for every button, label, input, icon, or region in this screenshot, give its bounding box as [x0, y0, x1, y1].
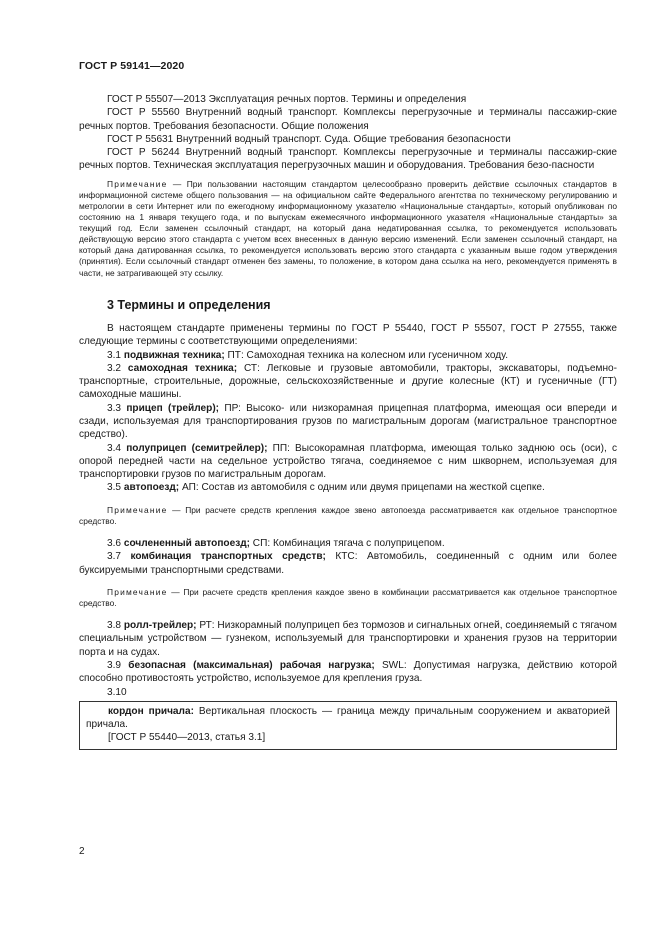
note-main — [79, 179, 617, 279]
page-number: 2 — [79, 846, 85, 857]
term-item — [86, 705, 610, 732]
term-definition: СТ: Легковые и грузовые автомобили, тракторы, экскаваторы, подъемно-транспортные, строительные, дорожные, сельскохозяйственные и другие колесные (КТ) и гусеничные (ГТ) самоходные машины. — [79, 362, 618, 401]
term-name: прицеп (трейлер); — [126, 402, 220, 414]
term-definition: Вертикальная плоскость — граница между причальным сооружением и акваторией причала. — [86, 705, 610, 731]
term-item: 3.9 безопасная (максимальная) рабочая нагрузка; SWL: Допустимая нагрузка, действию которой способно противостоять устройство, используемое для крепления груза. — [79, 659, 618, 685]
term-name: кордон причала: — [108, 705, 194, 717]
term-name: сочлененный автопоезд; — [123, 537, 250, 549]
term-item: 3.2 самоходная техника; СТ: Легковые и грузовые автомобили, тракторы, экскаваторы, подъемно-транспортные, строительные, дорожные, сельскохозяйственные и другие колесные (КТ) и гусеничные (ГТ) самоходные машины. — [79, 362, 618, 401]
term-definition: SWL: Допустимая нагрузка, действию которой способно противостоять устройство, используемое для крепления груза. — [79, 659, 618, 685]
term-name: автопоезд; — [123, 482, 180, 494]
term-item: 3.5 автопоезд; АП: Состав из автомобиля с одним или двумя прицепами на жесткой сцепке. — [107, 482, 545, 494]
page-content — [79, 93, 617, 750]
term-source: [ГОСТ Р 55440—2013, статья 3.1] — [108, 732, 266, 744]
section-title: 3 Термины и определения — [107, 297, 271, 312]
note-label: Примечание — [107, 178, 168, 189]
term-definition: ПР: Высоко- или низкорамная прицепная платформа, имеющая оси впереди и сзади, используемая для транспортирования грузов по магистральным дорогам (магистральное транспортное средство). — [79, 402, 617, 441]
term-definition: ПТ: Самоходная техника на колесном или гусеничном ходу. — [224, 349, 508, 361]
term-item: 3.4 полуприцеп (семитрейлер); ПП: Высокорамная платформа, имеющая только заднюю ось (оси), с опорой передней части на седельное устройство тягача, соединяемое с ним шкворнем, используемая для транспортировки грузов по магистральным дорогам. — [79, 442, 617, 481]
document-code: ГОСТ Р 59141—2020 — [79, 60, 185, 72]
reference-item: ГОСТ Р 55560 Внутренний водный транспорт. Комплексы перегрузочные и терминалы пассажир-ские речных портов. Требования безопасности. Общие положения — [79, 107, 617, 132]
term-name: безопасная (максимальная) рабочая нагрузка; — [128, 659, 375, 671]
note-text: — При расчете средств крепления каждое звено автопоезда рассматривается как отдельное транспортное средство. — [79, 504, 617, 526]
note-label: Примечание — [107, 586, 168, 597]
note-text: — При расчете средств крепления каждое звено в комбинации рассматривается как отдельное транспортное средство. — [79, 586, 617, 608]
note-text: — При пользовании настоящим стандартом целесообразно проверить действие ссылочных стандартов в информационной системе общего пользования — на официальном сайте Федерального агентства по техническому регулированию и метрологии в сети Интернет или по ежегодному информационному указателю «Национальные стандарты», который опубликован по состоянию на 1 января текущего года, и по выпускам ежемесячного информационного указателя «Национальные стандарты» за текущий год. Если заменен ссылочный стандарт, на который дана недатированная ссылка, то рекомендуется использовать действующую версию этого стандарта с учетом всех внесенных в данную версию изменений. Если заменен ссылочный стандарт, на который дана датированная ссылка, то рекомендуется использовать версию этого стандарта с указанным выше годом утверждения (принятия). Если ссылочный стандарт отменен без замены, то положение, в котором дана ссылка на него, рекомендуется применять в части, не затрагивающей эту ссылку. — [79, 178, 617, 278]
note-2 — [79, 587, 617, 609]
reference-item: ГОСТ Р 55631 Внутренний водный транспорт. Суда. Общие требования безопасности — [107, 133, 511, 145]
term-item: 3.7 комбинация транспортных средств; КТС: Автомобиль, соединенный с одним или более буксируемыми транспортными средствами. — [79, 551, 617, 576]
term-name: подвижная техника; — [123, 349, 225, 361]
term-name: комбинация транспортных средств; — [130, 551, 326, 563]
term-definition: СП: Комбинация тягача с полуприцепом. — [249, 537, 445, 549]
term-item: 3.1 подвижная техника; ПТ: Самоходная техника на колесном или гусеничном ходу. — [107, 349, 508, 361]
term-number: 3.10 — [107, 686, 127, 698]
term-item: 3.3 прицеп (трейлер); ПР: Высоко- или низкорамная прицепная платформа, имеющая оси впереди и сзади, используемая для транспортирования грузов по магистральным дорогам (магистральное транспортное средство). — [79, 402, 617, 441]
term-name: ролл-трейлер; — [123, 620, 197, 632]
term-item: 3.6 сочлененный автопоезд; СП: Комбинация тягача с полуприцепом. — [107, 537, 445, 549]
term-definition: РТ: Низкорамный полуприцеп без тормозов и сигнальных огней, соединяемый с тягачом специальным устройством — гузнеком, используемый для транспортировки и хранения грузов на территории порта и на судах. — [79, 620, 617, 658]
term-definition: КТС: Автомобиль, соединенный с одним или более буксируемыми транспортными средствами. — [79, 551, 617, 576]
term-item: 3.8 ролл-трейлер; РТ: Низкорамный полуприцеп без тормозов и сигнальных огней, соединяемый с тягачом специальным устройством — гузнеком, используемый для транспортировки и хранения грузов на территории порта и на судах. — [79, 620, 617, 658]
section-intro: В настоящем стандарте применены термины по ГОСТ Р 55440, ГОСТ Р 55507, ГОСТ Р 27555, также следующие термины с соответствующими определениями: — [79, 322, 617, 348]
note-label: Примечание — [107, 504, 168, 515]
quoted-term-box — [79, 701, 617, 750]
term-definition: АП: Состав из автомобиля с одним или двумя прицепами на жесткой сцепке. — [179, 482, 545, 494]
reference-item: ГОСТ Р 55507—2013 Эксплуатация речных портов. Термины и определения — [107, 94, 467, 105]
term-name: полуприцеп (семитрейлер); — [126, 442, 268, 454]
reference-item: ГОСТ Р 56244 Внутренний водный транспорт. Комплексы перегрузочные и терминалы пассажир-ские речных портов. Техническая эксплуатация перегрузочных машин и оборудования. Требования безо-пасности — [79, 147, 617, 172]
term-definition: ПП: Высокорамная платформа, имеющая только заднюю ось (оси), с опорой передней части на седельное устройство тягача, соединяемое с ним шкворнем, используемая для транспортировки грузов по магистральным дорогам. — [79, 442, 617, 481]
term-name: самоходная техника; — [127, 362, 238, 374]
note-1 — [79, 505, 617, 527]
